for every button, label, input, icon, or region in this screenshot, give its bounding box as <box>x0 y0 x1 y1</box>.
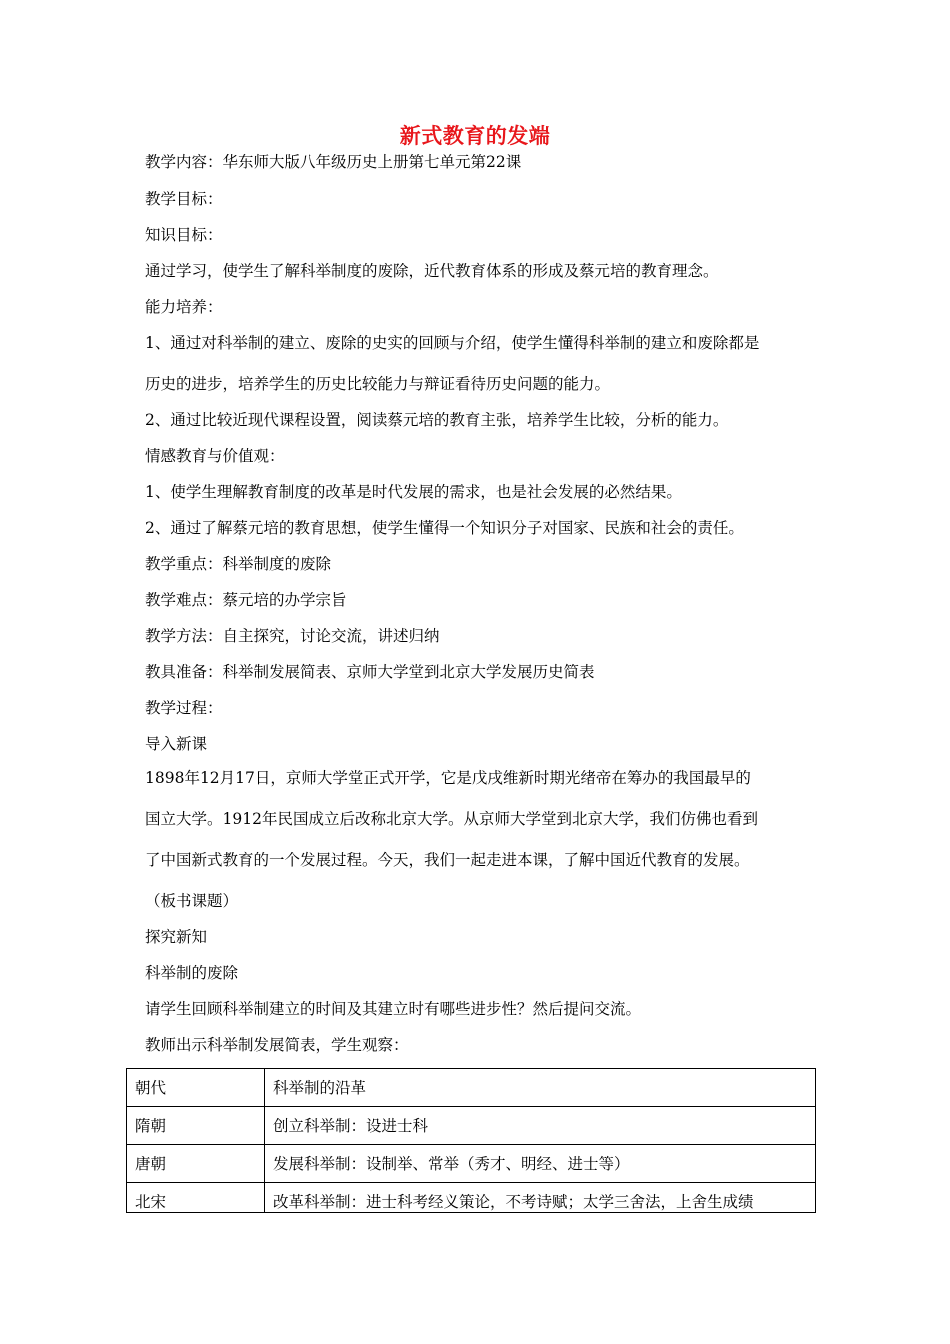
table-header-row <box>127 1069 816 1107</box>
table-row <box>127 1183 816 1213</box>
text-line: 教学内容：华东师大版八年级历史上册第七单元第22课 <box>145 153 522 171</box>
text-line: 1898年12月17日，京师大学堂正式开学，它是戊戌维新时期光绪帝在筹办的我国最早的 <box>145 769 751 787</box>
keju-development-table <box>126 1068 816 1213</box>
table-row <box>127 1145 816 1183</box>
text-line: 2、通过比较近现代课程设置，阅读蔡元培的教育主张，培养学生比较，分析的能力。 <box>145 411 729 429</box>
table-cell: 发展科举制：设制举、常举（秀才、明经、进士等） <box>265 1145 816 1183</box>
text-line: 教学过程： <box>145 699 223 717</box>
text-line: 2、通过了解蔡元培的教育思想，使学生懂得一个知识分子对国家、民族和社会的责任。 <box>145 519 744 537</box>
table-cell: 创立科举制：设进士科 <box>265 1107 816 1145</box>
table-row <box>127 1107 816 1145</box>
table-header-cell: 朝代 <box>127 1069 265 1107</box>
text-line: 探究新知 <box>145 928 208 946</box>
text-line: 教学重点：科举制度的废除 <box>145 555 332 573</box>
text-line: 能力培养： <box>145 298 223 316</box>
text-line: 1、通过对科举制的建立、废除的史实的回顾与介绍，使学生懂得科举制的建立和废除都是 <box>145 334 760 352</box>
text-line: 请学生回顾科举制建立的时间及其建立时有哪些进步性？然后提问交流。 <box>145 1000 642 1018</box>
text-line: 国立大学。1912年民国成立后改称北京大学。从京师大学堂到北京大学，我们仿佛也看到 <box>145 810 758 828</box>
table-cell: 隋朝 <box>127 1107 265 1145</box>
text-line: 1、使学生理解教育制度的改革是时代发展的需求，也是社会发展的必然结果。 <box>145 483 682 501</box>
table-header-cell: 科举制的沿革 <box>265 1069 816 1107</box>
text-line: 了中国新式教育的一个发展过程。今天，我们一起走进本课，了解中国近代教育的发展。 <box>145 851 750 869</box>
text-line: 情感教育与价值观： <box>145 447 285 465</box>
text-line: 导入新课 <box>145 735 208 753</box>
text-line: 教具准备：科举制发展简表、京师大学堂到北京大学发展历史简表 <box>145 663 595 681</box>
text-line: 教学难点：蔡元培的办学宗旨 <box>145 591 347 609</box>
text-line: 历史的进步，培养学生的历史比较能力与辩证看待历史问题的能力。 <box>145 375 611 393</box>
table-cell: 唐朝 <box>127 1145 265 1183</box>
text-line: 科举制的废除 <box>145 964 239 982</box>
text-line: 知识目标： <box>145 226 223 244</box>
table-cell: 北宋 <box>127 1183 265 1213</box>
text-line: 教学目标： <box>145 190 223 208</box>
text-line: 教师出示科举制发展简表，学生观察： <box>145 1036 409 1054</box>
text-line: （板书课题） <box>145 892 239 910</box>
text-line: 通过学习，使学生了解科举制度的废除，近代教育体系的形成及蔡元培的教育理念。 <box>145 262 719 280</box>
table-cell: 改革科举制：进士科考经义策论，不考诗赋；太学三舍法，上舍生成绩 <box>265 1183 816 1213</box>
page-title: 新式教育的发端 <box>399 123 551 148</box>
text-line: 教学方法：自主探究，讨论交流，讲述归纳 <box>145 627 440 645</box>
